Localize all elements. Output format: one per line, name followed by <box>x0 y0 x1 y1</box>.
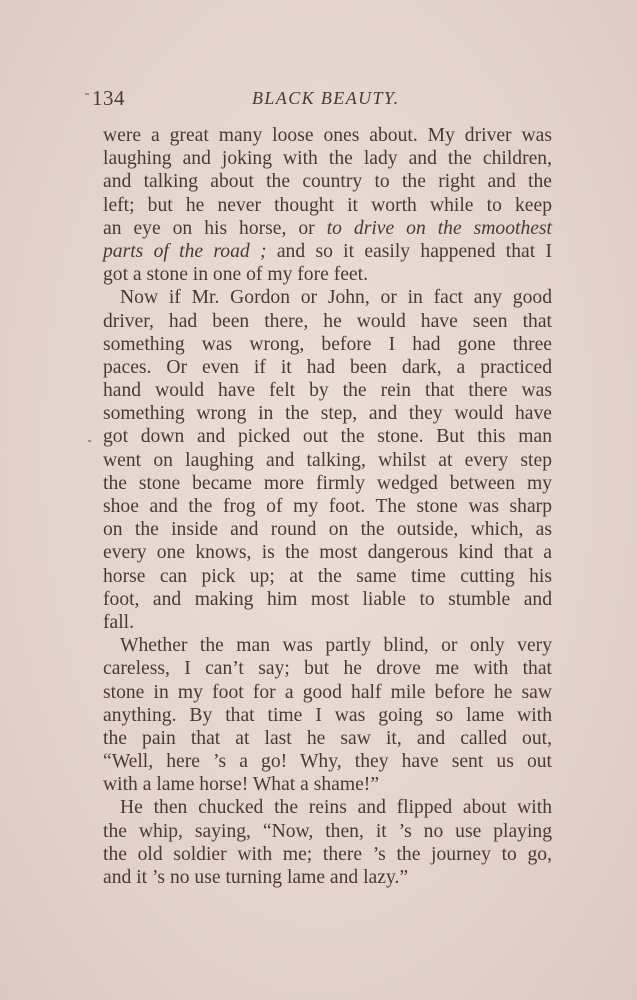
text-line: shoe and the frog of my foot. The stone was sharp <box>103 496 552 517</box>
page-header <box>92 86 522 112</box>
text-run: and so it easily happened that I <box>266 240 552 262</box>
text-line: and talking about the country to the right and the <box>103 171 552 193</box>
text-line: the whip, saying, “Now, then, it ’s no use playing <box>103 820 552 842</box>
text-run: an eye on his horse, or <box>103 217 327 239</box>
text-line: the stone became more firmly wedged between my <box>103 472 552 494</box>
text-line: stone in my foot for a good half mile before he saw <box>103 681 552 703</box>
text-line: hand would have felt by the rein that there was <box>103 380 552 402</box>
text-line: and it ’s no use turning lame and lazy.” <box>103 867 409 888</box>
text-line: were a great many loose ones about. My driver was <box>103 125 552 146</box>
text-line: the old soldier with me; there ’s the journey to go, <box>103 843 552 865</box>
text-line: went on laughing and talking, whilst at every step <box>103 449 552 471</box>
ink-speck <box>85 93 89 95</box>
text-line: anything. By that time I was going so lame with <box>103 704 552 726</box>
text-line <box>103 240 552 263</box>
text-line: foot, and making him most liable to stumble and <box>103 588 552 610</box>
text-line: “Well, here ’s a go! Why, they have sent us out <box>103 751 552 773</box>
text-line: every one knows, is the most dangerous kind that a <box>103 542 552 564</box>
text-line: careless, I can’t say; but he drove me with that <box>103 658 552 680</box>
text-line: got a stone in one of my fore feet. <box>103 264 368 286</box>
text-line: paces. Or even if it had been dark, a practiced <box>103 356 552 378</box>
ink-speck <box>88 440 91 442</box>
text-line: on the inside and round on the outside, which, as <box>103 519 552 541</box>
text-line: the pain that at last he saw it, and called out, <box>103 727 552 749</box>
text-line: something wrong in the step, and they would have <box>103 403 552 425</box>
running-head: BLACK BEAUTY. <box>252 88 400 108</box>
text-line: horse can pick up; at the same time cutting his <box>103 565 552 587</box>
text-line: laughing and joking with the lady and the children, <box>103 148 552 170</box>
body-text <box>103 124 552 889</box>
text-line: with a lame horse! What a shame!” <box>103 774 380 796</box>
text-line: left; but he never thought it worth while to keep <box>103 194 552 216</box>
text-line: got down and picked out the stone. But this man <box>103 426 552 448</box>
paragraph-start: Whether the man was partly blind, or only very <box>120 635 552 657</box>
paragraph-start: He then chucked the reins and flipped about with <box>120 797 552 819</box>
text-line <box>103 217 552 240</box>
paragraph-start: Now if Mr. Gordon or John, or in fact any good <box>120 287 552 309</box>
italic-run: parts of the road ; <box>103 240 267 262</box>
text-line: fall. <box>103 611 135 633</box>
page-number: 134 <box>92 86 125 110</box>
italic-run: to drive on the smoothest <box>326 217 553 239</box>
text-line: driver, had been there, he would have seen that <box>103 310 552 332</box>
text-line: something was wrong, before I had gone three <box>103 333 552 355</box>
